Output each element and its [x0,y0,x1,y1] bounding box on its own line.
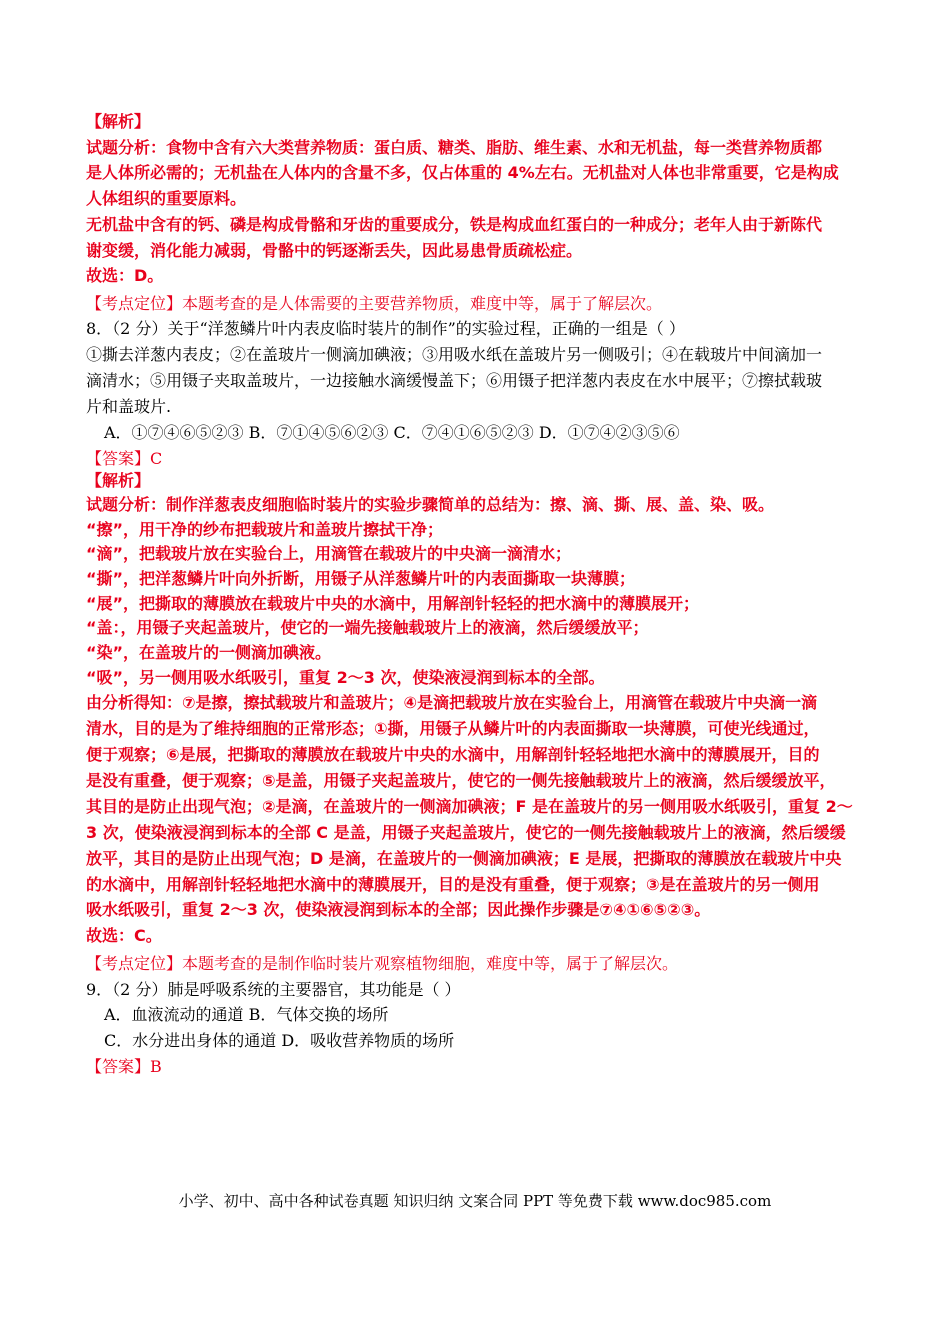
question-8-options: A．①⑦④⑥⑤②③ B．⑦①④⑤⑥②③ C．⑦④①⑥⑤②③ D．①⑦④②③⑤⑥ [104,423,680,442]
analysis-line: 是没有重叠，便于观察；⑤是盖，用镊子夹起盖玻片，使它的一侧先接触载玻片上的液滴，然后缓缓放平， [86,771,836,790]
analysis-header: 【解析】 [86,471,151,490]
analysis-line: 试题分析：制作洋葱表皮细胞临时装片的实验步骤简单的总结为：擦、滴、撕、展、盖、染、吸。 [86,495,775,514]
page-footer: 小学、初中、高中各种试卷真题 知识归纳 文案合同 PPT 等免费下载 www.doc985.com [178,1192,772,1210]
analysis-line: “展”，把撕取的薄膜放在载玻片中央的水滴中，用解剖针轻轻的把水滴中的薄膜展开； [86,594,700,613]
analysis-line: 试题分析：食物中含有六大类营养物质：蛋白质、糖类、脂肪、维生素、水和无机盐，每一类营养物质都 [86,138,823,157]
analysis-line: 吸水纸吸引，重复 2～3 次，使染液浸润到标本的全部；因此操作步骤是⑦④①⑥⑤②③。 [86,900,711,919]
analysis-line: “擦”，用干净的纱布把载玻片和盖玻片擦拭干净； [86,520,444,539]
analysis-header: 【解析】 [86,112,151,131]
question-8-stem: 8．（2 分）关于“洋葱鳞片叶内表皮临时装片的制作”的实验过程，正确的一组是（ ） [86,319,685,338]
question-8-steps-line: 片和盖玻片. [86,397,172,416]
analysis-line: 人体组织的重要原料。 [86,189,247,208]
analysis-line: 的水滴中，用解剖针轻轻地把水滴中的薄膜展开，目的是没有重叠，便于观察；③是在盖玻片的另一侧用 [86,875,820,894]
analysis-line: 故选：C。 [86,926,162,945]
kaodian-line: 【考点定位】本题考查的是人体需要的主要营养物质，难度中等，属于了解层次。 [86,294,663,313]
analysis-line: 便于观察；⑥是展，把撕取的薄膜放在载玻片中央的水滴中，用解剖针轻轻地把水滴中的薄膜展开，目的 [86,745,820,764]
analysis-line: 由分析得知：⑦是擦，擦拭载玻片和盖玻片；④是滴把载玻片放在实验台上，用滴管在载玻片中央滴一滴 [86,693,818,712]
question-8-steps-line: 滴清水；⑤用镊子夹取盖玻片，一边接触水滴缓慢盖下；⑥用镊子把洋葱内表皮在水中展平；⑦擦拭载玻 [86,371,823,390]
analysis-line: 清水，目的是为了维持细胞的正常形态；①撕，用镊子从鳞片叶的内表面撕取一块薄膜，可使光线通过， [86,719,820,738]
question-9-answer: 【答案】B [86,1057,162,1076]
question-9-stem: 9．（2 分）肺是呼吸系统的主要器官，其功能是（ ） [86,980,461,999]
analysis-line: 故选：D。 [86,266,164,285]
analysis-line: 是人体所必需的；无机盐在人体内的含量不多，仅占体重的 4%左右。无机盐对人体也非常重要，它是构成 [86,163,839,182]
question-8-steps-line: ①撕去洋葱内表皮；②在盖玻片一侧滴加碘液；③用吸水纸在盖玻片另一侧吸引；④在载玻片中间滴加一 [86,345,823,364]
question-8-answer: 【答案】C [86,449,163,468]
analysis-line: 3 次，使染液浸润到标本的全部 C 是盖，用镊子夹起盖玻片，使它的一侧先接触载玻片上的液滴，然后缓缓 [86,823,846,842]
analysis-line: 放平，其目的是防止出现气泡；D 是滴，在盖玻片的一侧滴加碘液；E 是展，把撕取的薄膜放在载玻片中央 [86,849,842,868]
analysis-line: “吸”，另一侧用吸水纸吸引，重复 2～3 次，使染液浸润到标本的全部。 [86,668,605,687]
analysis-line: “染”，在盖玻片的一侧滴加碘液。 [86,643,332,662]
analysis-line: “撕”，把洋葱鳞片叶向外折断，用镊子从洋葱鳞片叶的内表面撕取一块薄膜； [86,569,636,588]
analysis-line: 其目的是防止出现气泡；②是滴，在盖玻片的一侧滴加碘液；F 是在盖玻片的另一侧用吸水纸吸引，重复 2～ [86,797,853,816]
analysis-line: 谢变缓，消化能力减弱，骨骼中的钙逐渐丢失，因此易患骨质疏松症。 [86,241,583,260]
analysis-line: “盖：，用镊子夹起盖玻片，使它的一端先接触载玻片上的液滴，然后缓缓放平； [86,618,649,637]
question-9-options: A．血液流动的通道 B．气体交换的场所 [104,1005,389,1024]
kaodian-line: 【考点定位】本题考查的是制作临时装片观察植物细胞，难度中等，属于了解层次。 [86,954,679,973]
analysis-line: 无机盐中含有的钙、磷是构成骨骼和牙齿的重要成分，铁是构成血红蛋白的一种成分；老年人由于新陈代 [86,215,823,234]
question-9-options: C．水分进出身体的通道 D．吸收营养物质的场所 [104,1031,455,1050]
analysis-line: “滴”，把载玻片放在实验台上，用滴管在载玻片的中央滴一滴清水； [86,544,572,563]
